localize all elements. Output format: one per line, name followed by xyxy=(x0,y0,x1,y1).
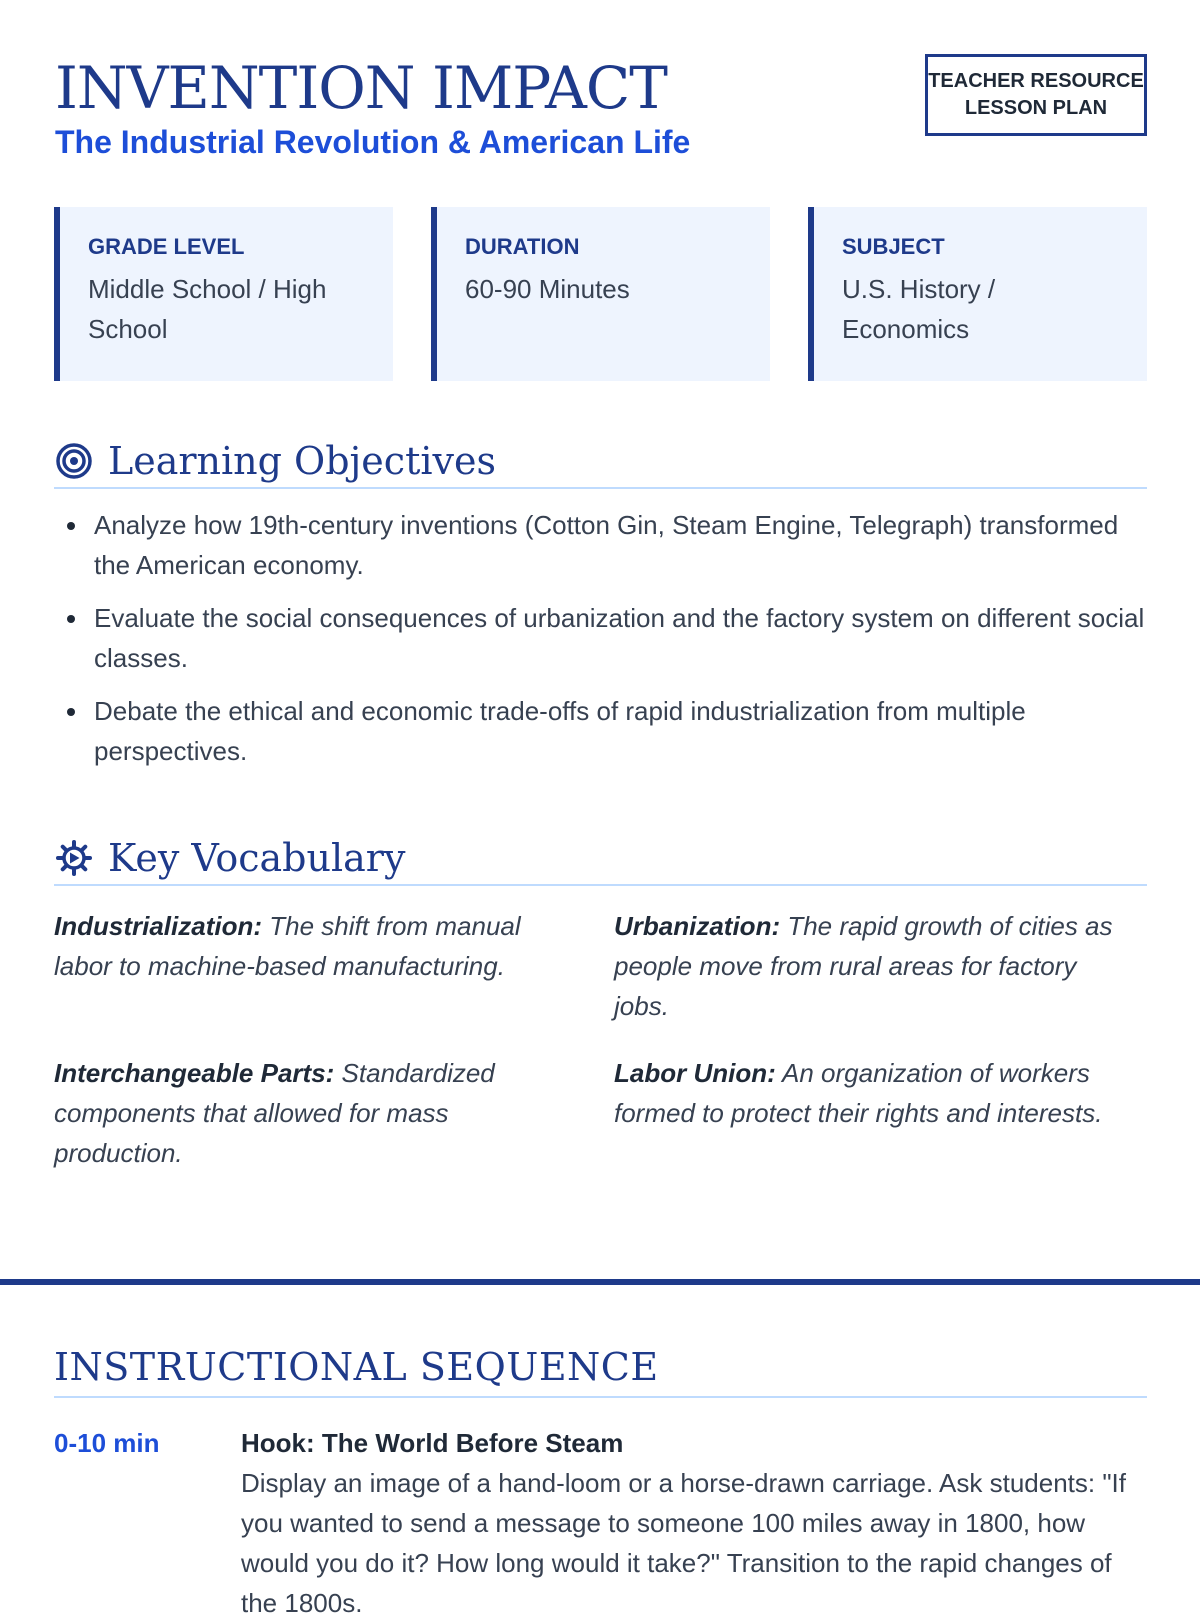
vocab-item xyxy=(614,1053,1114,1133)
vocab-definition: The shift from manual labor to machine-based manufacturing. xyxy=(54,911,521,981)
vocab-item xyxy=(54,906,554,986)
step-description: Display an image of a hand-loom or a horse-drawn carriage. Ask students: "If you wanted to send a message to someone 100 miles away in 1800, how would you do it? How long would it take?" Transition to the rapid changes of the 1800s. xyxy=(241,1468,1127,1618)
step-title: Hook: The World Before Steam xyxy=(241,1428,624,1458)
card-label: GRADE LEVEL xyxy=(88,234,245,259)
bullet xyxy=(67,708,75,716)
card-subject xyxy=(808,207,1147,381)
header xyxy=(55,52,1147,172)
gear-icon xyxy=(54,838,94,878)
objectives-heading xyxy=(54,435,1147,489)
card-duration xyxy=(431,207,770,381)
page-subtitle: The Industrial Revolution & American Life xyxy=(55,124,691,160)
vocab-definition: The rapid growth of cities as people move from rural areas for factory jobs. xyxy=(614,911,1113,1021)
badge-line-2: LESSON PLAN xyxy=(964,97,1108,119)
section-title: Learning Objectives xyxy=(108,439,496,483)
card-value: 60-90 Minutes xyxy=(465,274,630,304)
section-title: Key Vocabulary xyxy=(108,836,406,880)
objective-text: Debate the ethical and economic trade-offs of rapid industrialization from multiple perspectives. xyxy=(94,696,1026,766)
section-title: INSTRUCTIONAL SEQUENCE xyxy=(54,1345,659,1389)
step-time: 0-10 min xyxy=(54,1428,160,1458)
bullet xyxy=(67,615,75,623)
target-icon xyxy=(54,441,94,481)
step-body xyxy=(241,1423,1147,1623)
card-value: U.S. History / Economics xyxy=(842,274,996,344)
card-label: SUBJECT xyxy=(842,234,945,259)
vocab-item xyxy=(614,906,1114,1026)
objective-text: Analyze how 19th-century inventions (Cotton Gin, Steam Engine, Telegraph) transformed the American economy. xyxy=(94,510,1119,580)
resource-badge xyxy=(925,54,1147,136)
badge-line-1: TEACHER RESOURCE xyxy=(928,70,1144,92)
list-item xyxy=(54,598,1147,678)
card-grade-level xyxy=(54,207,393,381)
vocabulary-heading xyxy=(54,832,1147,886)
vocab-item xyxy=(54,1053,554,1173)
vocab-term: Labor Union: xyxy=(614,1058,776,1088)
vocab-definition: Standardized components that allowed for mass production. xyxy=(54,1058,495,1168)
objectives-list xyxy=(54,505,1147,784)
vocab-term: Industrialization: xyxy=(54,911,262,941)
vocab-term: Urbanization: xyxy=(614,911,781,941)
page-title: INVENTION IMPACT xyxy=(55,54,667,122)
objective-text: Evaluate the social consequences of urbanization and the factory system on different social classes. xyxy=(94,603,1145,673)
info-cards xyxy=(54,207,1147,381)
section-divider xyxy=(0,1279,1200,1285)
vocab-definition: An organization of workers formed to protect their rights and interests. xyxy=(614,1058,1103,1128)
card-value: Middle School / High School xyxy=(88,274,327,344)
card-label: DURATION xyxy=(465,234,580,259)
sequence-heading xyxy=(54,1340,1147,1398)
list-item xyxy=(54,505,1147,585)
list-item xyxy=(54,691,1147,771)
bullet xyxy=(67,522,75,530)
vocab-term: Interchangeable Parts: xyxy=(54,1058,335,1088)
